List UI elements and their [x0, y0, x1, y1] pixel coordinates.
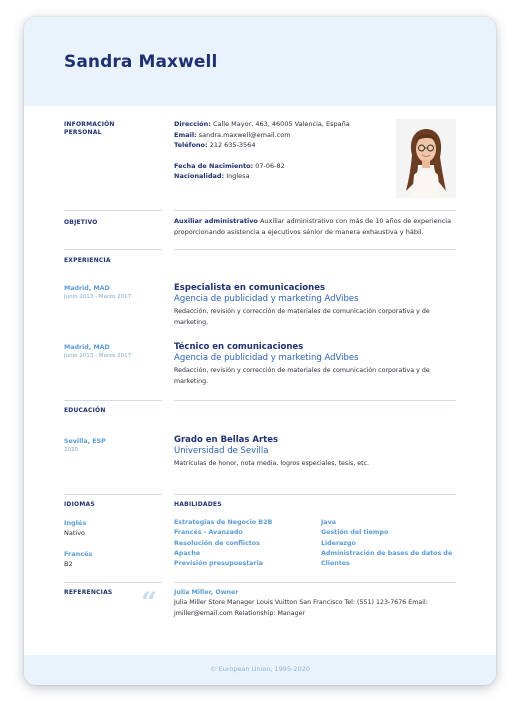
birth-line: [174, 161, 350, 172]
experience-entry-1: [174, 283, 430, 328]
divider-left-objective: [64, 210, 162, 211]
education-title: Grado en Bellas Artes: [174, 435, 279, 445]
skills-column-1: [174, 518, 272, 569]
objective-line1-text: Auxiliar administrativo con más de 10 años de experiencia: [259, 217, 452, 225]
divider-left-references: [64, 582, 162, 583]
education-school: Universidad de Sevilla: [174, 446, 269, 456]
address-value: Calle Mayor, 463, 46005 Valencia, España: [212, 120, 350, 128]
address-line: [174, 119, 350, 130]
experience-entry-2: [174, 342, 430, 387]
reference-name: Julia Miller, Owner: [174, 589, 239, 596]
experience-place: Madrid, MAD: [64, 344, 110, 351]
skill-item: Resolución de conflictos: [174, 539, 260, 547]
experience-desc-line2: marketing.: [174, 318, 209, 326]
email-label: Email:: [174, 130, 197, 139]
education-place: Sevilla, ESP: [64, 438, 106, 445]
skill-item: Gestión del tiempo: [321, 529, 389, 537]
skill-item: Estrategias de Negocio B2B: [174, 519, 273, 526]
experience-desc-line1: Redacción, revisión y corrección de materiales de comunicación corporativa y de: [174, 308, 430, 315]
experience-title: Técnico en comunicaciones: [174, 342, 304, 352]
section-label-experience: EXPERIENCIA: [64, 257, 111, 264]
section-label-education: EDUCACIÓN: [64, 407, 106, 414]
education-date: 2010: [64, 447, 78, 453]
experience-company: Agencia de publicidad y marketing AdVibes: [174, 353, 359, 363]
phone-label: Teléfono:: [174, 141, 208, 149]
objective-line2: proporcionando asistencia a ejecutivos sénior de manera exhaustiva y hábil.: [174, 227, 424, 236]
birth-label: Fecha de Nacimiento:: [174, 161, 254, 170]
experience-date: Junio 2013 - Marzo 2017: [64, 353, 132, 359]
skill-item: Java: [321, 519, 336, 526]
reference-line1: Julia Miller Store Manager Louis Vuitton San Francisco Tel: (551) 123-7676 Email:: [174, 599, 428, 607]
language-name: Francés: [64, 550, 93, 558]
nationality-label: Nacionalidad:: [174, 172, 225, 180]
phone-value: 212 635-3564: [209, 141, 256, 149]
divider-right-references: [174, 582, 456, 583]
section-label-personal: [64, 121, 115, 137]
footer-copyright: © European Union, 1995-2020: [210, 665, 310, 673]
resume-page: [24, 17, 496, 685]
profile-photo: [396, 119, 456, 198]
quote-icon: “: [141, 586, 158, 619]
section-label-languages: IDIOMAS: [64, 501, 95, 508]
objective-line1: [174, 216, 464, 227]
divider-left-experience: [64, 249, 162, 250]
experience-meta-1: [64, 284, 131, 301]
skill-item: Previsión presupuestaria: [174, 560, 264, 568]
language-name: Inglés: [64, 519, 87, 527]
experience-date: Junio 2013 - Marzo 2017: [64, 294, 132, 300]
reference-line2: jmiller@email.com Relationship: Manager: [174, 609, 306, 617]
skill-item: Liderazgo: [321, 539, 356, 547]
skills-column-2: [321, 518, 452, 569]
portrait-image: [396, 119, 456, 198]
reference-entry: [174, 588, 428, 619]
objective-title: Auxiliar administrativo: [174, 217, 258, 225]
divider-right-education: [174, 400, 456, 401]
experience-desc-line1: Redacción, revisión y corrección de materiales de comunicación corporativa y de: [174, 367, 430, 374]
section-label-skills: HABILIDADES: [174, 501, 222, 508]
experience-meta-2: [64, 343, 131, 360]
resume-footer: [24, 655, 496, 685]
section-label-objective: OBJETIVO: [64, 219, 98, 226]
candidate-name: Sandra Maxwell: [64, 52, 218, 72]
language-level: Nativo: [64, 529, 86, 537]
experience-company: Agencia de publicidad y marketing AdVibes: [174, 294, 359, 304]
email-line: [174, 130, 350, 141]
languages-list: [64, 519, 92, 569]
email-value: sandra.maxwell@email.com: [198, 130, 291, 139]
phone-line: [174, 140, 350, 151]
experience-desc-line2: marketing.: [174, 377, 209, 385]
education-desc: Matrículas de honor, nota media, logros especiales, tesis, etc.: [174, 460, 370, 467]
divider-right-experience: [174, 249, 456, 250]
divider-left-education: [64, 400, 162, 401]
personal-info: [174, 119, 350, 182]
divider-left-languages: [64, 494, 162, 495]
experience-title: Especialista en comunicaciones: [174, 283, 326, 293]
experience-place: Madrid, MAD: [64, 285, 110, 292]
skill-item: Apache: [174, 549, 201, 557]
education-entry: [174, 435, 369, 470]
objective-text: [174, 216, 464, 237]
personal-label-line2: PERSONAL: [64, 129, 102, 136]
resume-header: [24, 17, 496, 106]
language-level: B2: [64, 560, 73, 568]
nationality-value: Inglesa: [226, 172, 250, 180]
education-meta: [64, 437, 106, 454]
section-label-references: REFERENCIAS: [64, 589, 113, 596]
divider-right-skills: [174, 494, 456, 495]
nationality-line: [174, 171, 350, 182]
skill-item: Francés - Avanzado: [174, 529, 243, 537]
personal-label-line1: INFORMACIÓN: [64, 121, 115, 128]
divider-right-objective: [174, 210, 456, 211]
address-label: Dirección:: [174, 120, 211, 128]
skill-item: Clientes: [321, 560, 350, 568]
birth-value: 07-06-82: [255, 161, 285, 170]
skill-item: Administración de bases de datos de: [321, 549, 453, 557]
